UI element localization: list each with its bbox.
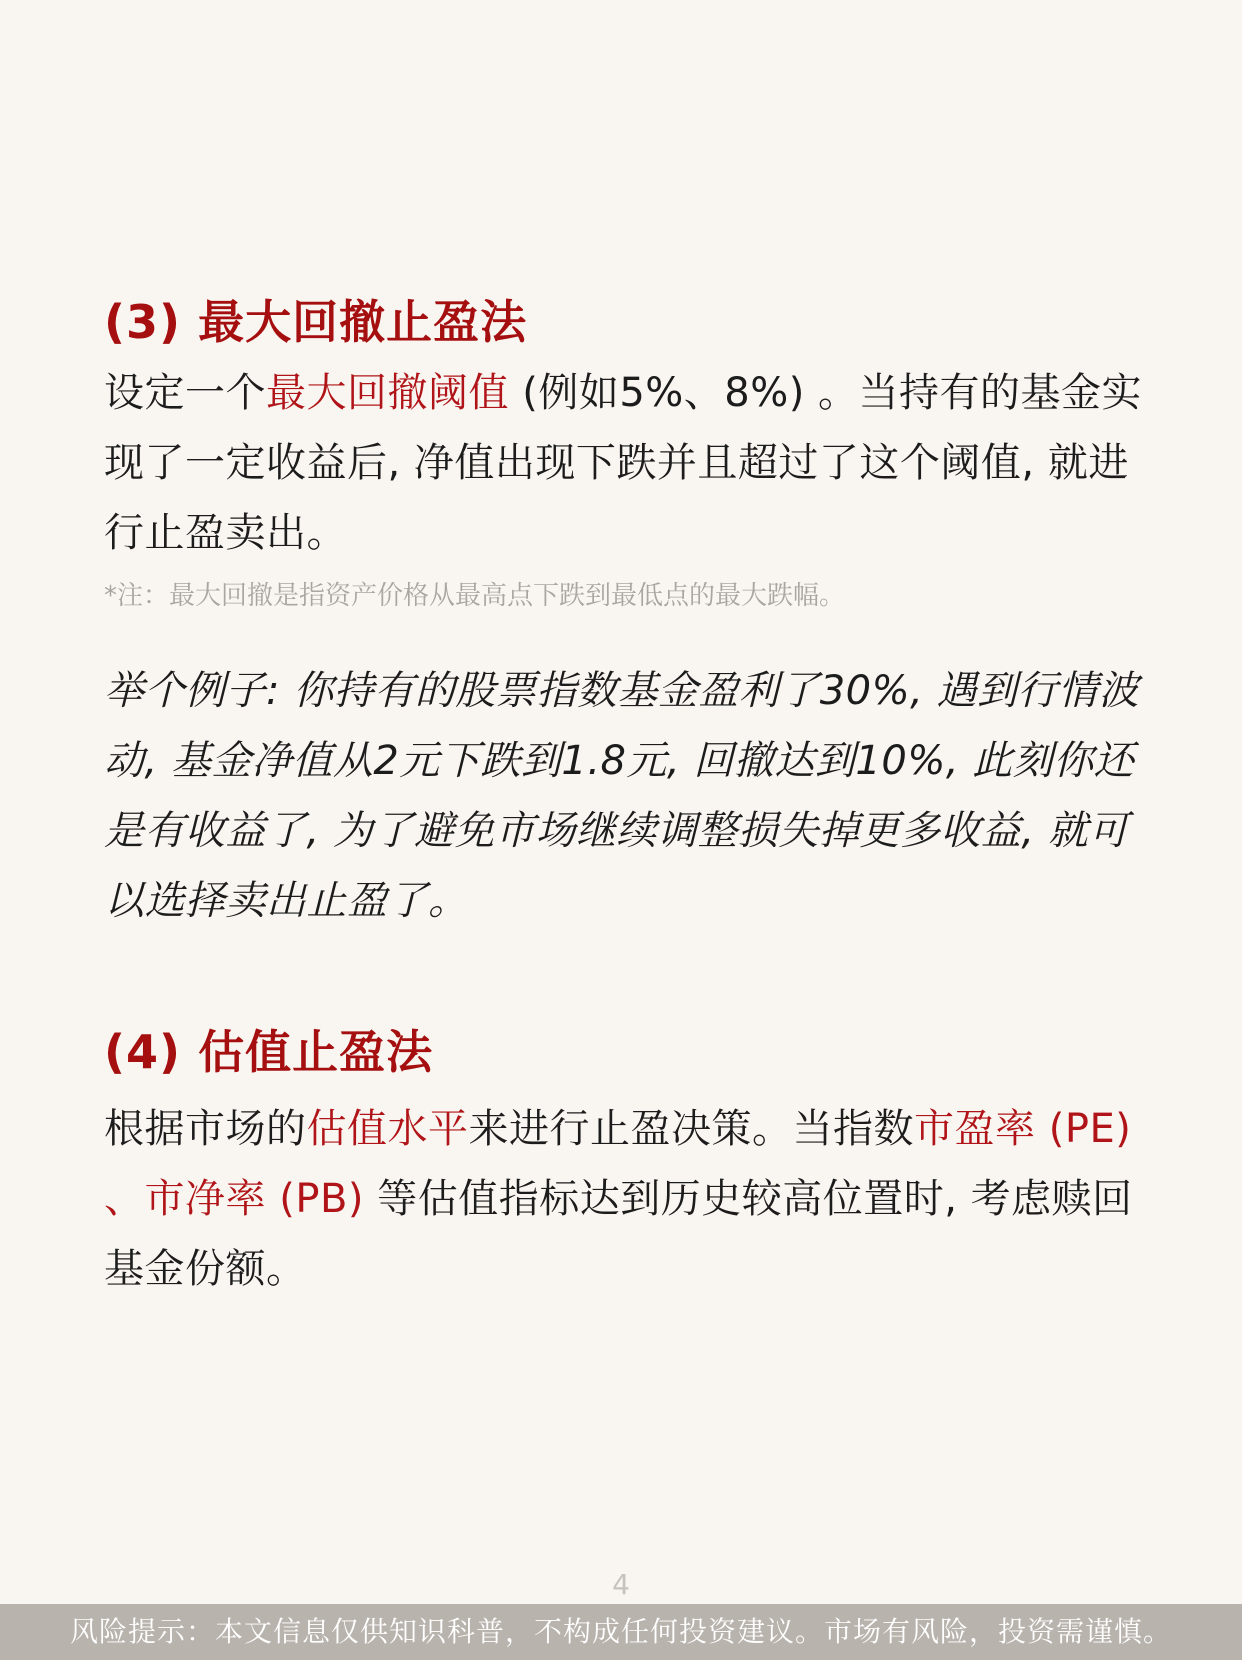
risk-disclaimer-footer [0,1604,1242,1660]
section-4-highlight-2: 市盈率 (PE) 、市净率 (PB) [104,1106,1132,1222]
risk-disclaimer-text: 风险提示：本文信息仅供知识科普，不构成任何投资建议。市场有风险，投资需谨慎。 [69,1615,1172,1648]
section-4-highlight-1: 估值水平 [306,1106,469,1152]
section-3-text-2: (例如5%、8%) 。当持有的基金实现了一定收益后, 净值出现下跌并且超过了这个阈值, 就进行止盈卖出。 [104,370,1143,556]
section-4-title: (4) 估值止盈法 [104,1025,434,1079]
section-3-title: (3) 最大回撤止盈法 [104,295,528,349]
section-4-text-2: 来进行止盈决策。当指数 [468,1106,914,1152]
section-3-note: *注：最大回撤是指资产价格从最高点下跌到最低点的最大跌幅。 [104,581,846,611]
section-3-body [104,358,1148,568]
article-content [104,288,1148,1304]
section-3-text-1: 设定一个 [104,370,266,416]
section-4-body [104,1094,1148,1304]
page-number: 4 [612,1568,630,1601]
section-4-text-3: 等估值指标达到历史较高位置时, 考虑赎回基金份额。 [104,1176,1133,1292]
section-3-highlight: 最大回撤阈值 [266,370,509,416]
section-4-text-1: 根据市场的 [104,1106,307,1152]
section-3-example: 举个例子: 你持有的股票指数基金盈利了30%, 遇到行情波动, 基金净值从2元下跌到1.8元, 回撤达到10%, 此刻你还是有收益了, 为了避免市场继续调整损失掉更多收益, 就可以选择卖出止盈了。 [104,668,1140,924]
